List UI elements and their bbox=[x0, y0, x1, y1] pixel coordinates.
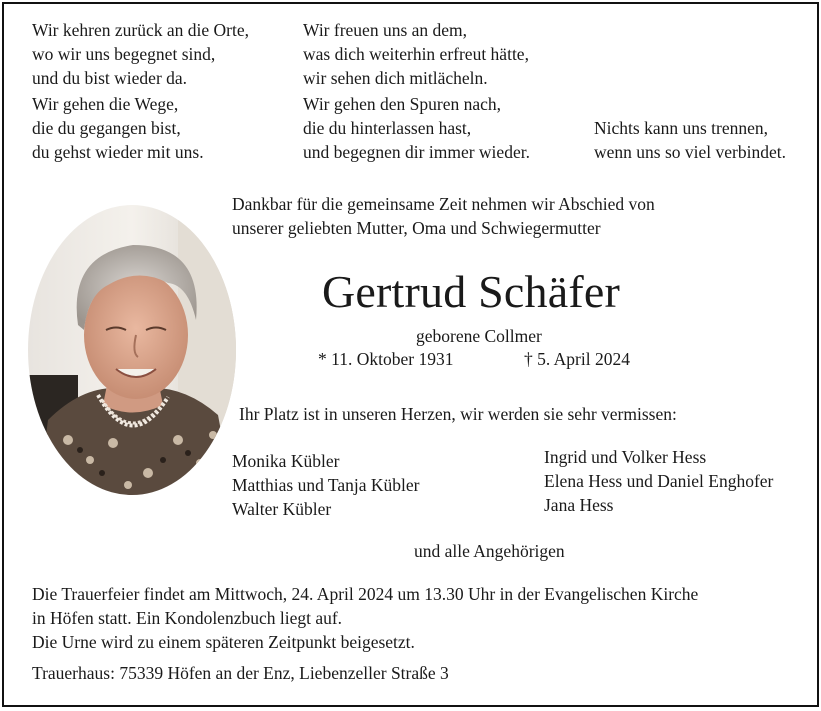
funeral-line: Die Urne wird zu einem späteren Zeitpunkt beigesetzt. bbox=[32, 632, 415, 652]
death-date: † 5. April 2024 bbox=[524, 349, 630, 369]
intro-line: unserer geliebten Mutter, Oma und Schwiegermutter bbox=[232, 218, 601, 238]
portrait-illustration bbox=[28, 205, 236, 495]
funeral-line: in Höfen statt. Ein Kondolenzbuch liegt auf. bbox=[32, 608, 343, 628]
mourner-name: Elena Hess und Daniel Enghofer bbox=[544, 471, 774, 491]
intro-line: Dankbar für die gemeinsame Zeit nehmen wir Abschied von bbox=[232, 194, 655, 214]
obituary-notice bbox=[2, 2, 819, 707]
portrait-photo bbox=[28, 205, 236, 495]
poem-line: die du gegangen bist, bbox=[32, 118, 181, 138]
poem-line: wir sehen dich mitlächeln. bbox=[303, 68, 488, 88]
mourner-name: Matthias und Tanja Kübler bbox=[232, 475, 420, 495]
maiden-name: geborene Collmer bbox=[416, 326, 542, 346]
poem-line: und du bist wieder da. bbox=[32, 68, 188, 88]
poem-line: und begegnen dir immer wieder. bbox=[303, 142, 530, 162]
poem-line: Wir gehen den Spuren nach, bbox=[303, 94, 502, 114]
mourner-name: Walter Kübler bbox=[232, 499, 332, 519]
tribute-text: Ihr Platz ist in unseren Herzen, wir werden sie sehr vermissen: bbox=[239, 404, 677, 424]
mourner-name: Monika Kübler bbox=[232, 451, 340, 471]
funeral-line: Die Trauerfeier findet am Mittwoch, 24. April 2024 um 13.30 Uhr in der Evangelischen Kirche bbox=[32, 584, 699, 604]
poem-line: wo wir uns begegnet sind, bbox=[32, 44, 216, 64]
poem-line: Wir freuen uns an dem, bbox=[303, 20, 468, 40]
poem-line: du gehst wieder mit uns. bbox=[32, 142, 204, 162]
poem-line: die du hinterlassen hast, bbox=[303, 118, 472, 138]
deceased-name: Gertrud Schäfer bbox=[322, 266, 621, 317]
mourner-name: Ingrid und Volker Hess bbox=[544, 447, 707, 467]
poem-line: Wir gehen die Wege, bbox=[32, 94, 179, 114]
mourner-name: Jana Hess bbox=[544, 495, 614, 515]
poem-line: wenn uns so viel verbindet. bbox=[594, 142, 786, 162]
poem-line: Wir kehren zurück an die Orte, bbox=[32, 20, 249, 40]
relatives-text: und alle Angehörigen bbox=[414, 541, 565, 561]
poem-line: Nichts kann uns trennen, bbox=[594, 118, 768, 138]
birth-date: * 11. Oktober 1931 bbox=[318, 349, 454, 369]
poem-line: was dich weiterhin erfreut hätte, bbox=[303, 44, 529, 64]
mourning-house-address: Trauerhaus: 75339 Höfen an der Enz, Liebenzeller Straße 3 bbox=[32, 663, 449, 683]
